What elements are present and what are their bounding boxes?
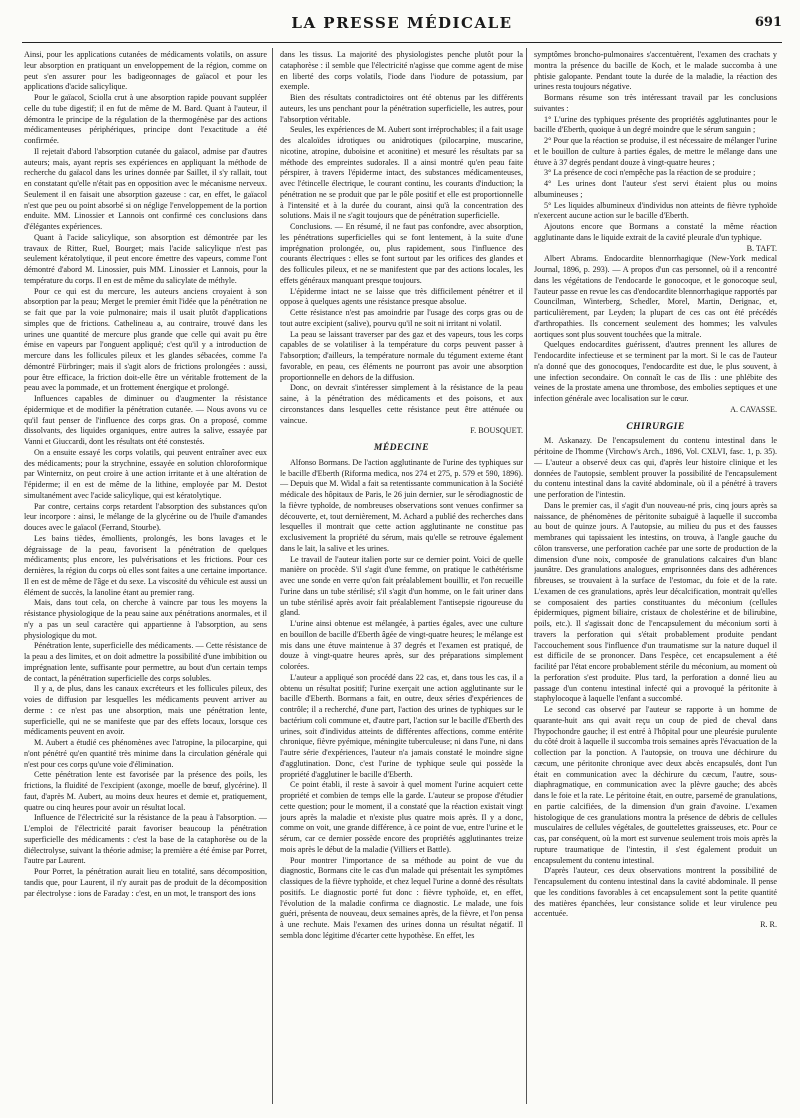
paragraph: Par contre, certains corps retardent l'absorption des substances qu'on leur incorpore : ainsi, le mélange de la glycérine ou de l'huile d'amandes douces avec le gaïacol (Ferrand, Stourbe). bbox=[24, 501, 267, 532]
column-divider bbox=[526, 48, 527, 1104]
section-heading-chirurgie: CHIRURGIE bbox=[626, 421, 685, 432]
journal-title: LA PRESSE MÉDICALE bbox=[291, 14, 513, 32]
paragraph: Bien des résultats contradictoires ont été obtenus par les différents auteurs, les uns penchant pour la pénétration superficielle, les autres, pour l'absorption véritable. bbox=[280, 93, 523, 124]
paragraph: Seules, les expériences de M. Aubert sont irréprochables; il a fait usage des alcaloïdes idrotiques ou anidrotiques (pilocarpine, muscarine, nicotine, atropine, duboisine et aconitine) et mesuré les résultats par sa méthode des empreintes sudorales. Il a ainsi montré qu'en peau faite pérspirer, à travers l'épiderme intact, des substances médicamenteuses, avec l'étincelle électrique, le courant continu, les courants d'induction; la pénétration ne se produit que par le pôle positif et elle est proportionnelle à l'intensité et à la durée du courant, ainsi qu'à la concentration des solutions. Mais il ne s'agit toujours que de pénétration superficielle. bbox=[280, 125, 523, 221]
header-rule bbox=[22, 42, 782, 43]
paragraph: Ainsi, pour les applications cutanées de médicaments volatils, on assure leur absorption en pratiquant un enveloppement de la région, comme on peut s'en assurer pour les badigeonnages de gaïacol et pour les applications d'acide salicylique. bbox=[24, 50, 267, 92]
column-2 bbox=[280, 50, 523, 1102]
paragraph: Pour ce qui est du mercure, les auteurs anciens croyaient à son absorption par la peau; Merget le premier émit l'idée que la pénétration ne se fait que par la voie pulmonaire; mais il usait plutôt d'applications simples que de frictions. Cathelineau a, au contraire, trouvé dans les urines une quantité de mercure plus grande que celle qui avait pu être émise en vapeurs par l'onguent appliqué; c'est qu'il y a introduction de mercure dans les follicules pileux et les glandes sébacées, comme l'a démontré Fürbringer; mais il s'agit alors de frictions prolongées : aussi, pour être efficace, la friction doit-elle être un véritable frottement de la peau avec la pommade, et un frottement énergique et prolongé. bbox=[24, 286, 267, 393]
paragraph: Ajoutons encore que Bormans a constaté la même réaction agglutinante dans le liquide extrait de la cavité pleurale d'un typhique. bbox=[534, 222, 777, 242]
paragraph: La peau se laissant traverser par des gaz et des vapeurs, tous les corps capables de se volatiliser à la température du corps peuvent passer à l'absorption; d'ailleurs, la température normale du tégument externe étant favorable, en peau, ces éléments ne pourront pas avoir une absorption proportionnelle en dehors de la diffusion. bbox=[280, 329, 523, 382]
paragraph: Cette résistance n'est pas amoindrie par l'usage des corps gras ou de tout autre excipient (salive), pourvu qu'il ne soit ni irritant ni volatil. bbox=[280, 308, 523, 328]
paragraph: Les bains tièdes, émollients, prolongés, les bons lavages et le dégraissage de la peau, favorisent la pénétration de quelques médicaments; plus encore, les pulvérisations et les frictions. Pour ces dernières, la région du corps où elles sont faites a une certaine importance. Il en est de même de l'âge et du sexe. La viscosité du véhicule est aussi un élément de succès, la lanoline étant au premier rang. bbox=[24, 533, 267, 597]
list-item: 2° Pour que la réaction se produise, il est nécessaire de mélanger l'urine et le bouillon de culture à parties égales, de mettre le mélange dans une étuve à 37 degrés pendant douze à vingt-quatre heures ; bbox=[534, 136, 777, 167]
paragraph: L'épiderme intact ne se laisse que très difficilement pénétrer et il oppose à quelques agents une résistance presque absolue. bbox=[280, 286, 523, 307]
paragraph: L'urine ainsi obtenue est mélangée, à parties égales, avec une culture en bouillon de bacille d'Eberth âgée de vingt-quatre heures; le mélange est mis dans une étuve maintenue à 37 degrés et l'examen est pratiqué, de douze à vingt-quatre heures après, sur des préparations simplement colorées. bbox=[280, 619, 523, 671]
paragraph: Influences capables de diminuer ou d'augmenter la résistance épidermique et de modifier la pénétration cutanée. — Nous avons vu ce qu'il faut penser de l'influence des corps gras. On a proposé, comme dissolvants, des liquides organiques, entre autres la salive, essayée par Vanni et Giuccardi, dont les résultats ont été constestés. bbox=[24, 394, 267, 446]
page-number: 691 bbox=[754, 15, 782, 30]
paragraph: Il rejetait d'abord l'absorption cutanée du gaïacol, admise par d'autres auteurs; mais, ayant repris ses expériences en appliquant la méthode de recherche du gaïacol dans les urines donnée par Saillet, il s'y rallait, tout en constatant qu'elle n'était pas en opposition avec le mécanisme nerveux. Seulement il en faisait une absorption gazeuse : car, en effet, le gaïacol n'est que peu ou point absorbé si on néglige l'enveloppement de la portion enduite. MM. Linossier et Lannois ont confirmé ces conclusions dans d'élégantes expériences. bbox=[24, 146, 267, 231]
column-1 bbox=[24, 50, 267, 1102]
paragraph: Le second cas observé par l'auteur se rapporte à un homme de quarante-huit ans qui avait reçu un coup de pied de cheval dans l'hypochondre gauche; il est entré à l'hôpital pour une pleurésie purulente du côté droit à laquelle il succomba trois semaines après l'évacuation de la collection par la ponction. A l'autopsie, on trouva une déchirure du cæcum, une péritonite chronique avec deux abcès encapsulés, dont l'un était en communication avec la déchirure du cæcum, l'autre, sous-diaphragmatique, en communication avec la plèvre gauche; des abcès dans le foie et la rate. Le péritoine était, en outre, parsemé de granulations, en partie calcifiées, de la dimension d'un grain d'avoine. L'examen histologique de ces granulations montra la présence de débris de cellules musculaires de cellules végétales, de gouttelettes graisseuses, etc. Pour ce cas, par conséquent, où la mort est survenue seulement trois mois après la rupture traumatique de l'intestin, il s'est également produit un encapsulement du contenu intestinal. bbox=[534, 705, 777, 865]
list-item: 1° L'urine des typhiques présente des propriétés agglutinantes pour le bacille d'Eberth, quoique à un degré moindre que le sérum sanguin ; bbox=[534, 114, 777, 135]
paragraph: M. Aubert a étudié ces phénomènes avec l'atropine, la pilocarpine, qui n'ont pénétré qu'en quantité très minime dans la circulation générale qui n'est pour ces corps qu'une voie d'élimination. bbox=[24, 738, 267, 769]
author-signature: A. CAVASSE. bbox=[730, 404, 777, 414]
list-item: 4° Les urines dont l'auteur s'est servi étaient plus ou moins albumineuses ; bbox=[534, 179, 777, 199]
paragraph: Dans le premier cas, il s'agit d'un nouveau-né pris, cinq jours après sa naissance, de phénomènes de péritonite subaiguë à laquelle il succomba au bout de quinze jours. A l'autopsie, au milieu du pus et des fausses membranes qui tapissaient les intestins, on trouva, à l'angle gauche du côlon transverse, une perforation cachée par une sorte de production de la dimension d'une noix, composée de granulations calcaires d'un blanc jaunâtre. Des granulations analogues, emprisonnées dans des adhérences fibreuses, se trouvaient à la surface de l'estomac, du foie et de la rate. L'examen de ces granulations, après leur décalcification, montrait qu'elles se composaient des parties constituantes du méconium (cellules épidermiques, pigment biliaire, cristaux de cholestérine et de bilirubine, poils, etc.). Il s'agissait donc de l'encapsulement du méconium sorti à travers la perforation qui s'était probablement produite pendant l'accouchement sous l'influence d'un traumatisme sur la nature duquel il est difficile de se prononcer. Dans l'espèce, cet encapsulement a été facilité par l'état encore probablement stérile du méconium, au moment où la perforation s'est produite. Plus tard, la perforation a donné lieu au passage d'un contenu intestinal infecté qui a provoqué la péritonite à staphylocoque à laquelle l'enfant a succombé. bbox=[534, 500, 777, 704]
section-heading-medecine: MÉDECINE bbox=[373, 443, 430, 453]
paragraph: Mais, dans tout cela, on cherche à vaincre par tous les moyens la résistance physiologique de la peau saine aux pénétrations anormales, et il n'y a pas un seul caractère qui appartienne à l'absorption, au sens physiologique du mot. bbox=[24, 598, 267, 640]
author-signature: R. R. bbox=[760, 920, 777, 929]
column-3 bbox=[534, 50, 777, 1102]
paragraph: symptômes broncho-pulmonaires s'accentuèrent, l'examen des crachats y montra la présence du bacille de Koch, et le malade succomba à une phtisie galopante. Pendant toute la durée de la maladie, la réaction des urines resta toujours négative. bbox=[534, 50, 777, 92]
paragraph: Quant à l'acide salicylique, son absorption est démontrée par les travaux de Ritter, Ruel, Bourget; mais l'acide salicylique n'est pas seulement kératolytique, il peut encore émettre des vapeurs, comme l'ont démontré d'abord M. Linossier, puis MM. Linossier et Lannois, pour la température du corps. Il en est de même du salicylate de méthyle. bbox=[24, 232, 267, 285]
paragraph: Cette pénétration lente est favorisée par la présence des poils, les frictions, la fluidité de l'excipient (axonge, moelle de bœuf, glycérine). Il faut, d'après M. Aubert, au moins deux heures et demie et, pratiquement, quatre ou cinq heures pour avoir un résultat local. bbox=[24, 770, 267, 812]
list-item: 3° La présence de coci n'empêche pas la réaction de se produire ; bbox=[544, 168, 756, 178]
paragraph: L'auteur a appliqué son procédé dans 22 cas, et, dans tous les cas, il a obtenu un résultat positif; l'urine exerçait une action agglutinante sur le bacille d'Eberth. Bormans a fait, en outre, deux séries d'expériences de contrôle; il a recherché, d'une part, l'action des urines de typhiques sur le bactérium coli commune et, d'autre part, l'action sur le bacille d'Eberth des urines, soit d'individus atteints de différentes affections, comme entérite chronique, fièvre pyémique, méningite tuberculeuse; ni dans l'une, ni dans l'autre série d'expériences, l'auteur n'a jamais constaté le moindre signe d'agglutination. Donc, c'est l'urine de typhique seule qui possède la propriété d'agglutiner le bacille d'Eberth. bbox=[280, 672, 523, 779]
author-signature: B. TAFT. bbox=[746, 243, 777, 253]
author-signature: F. BOUSQUET. bbox=[470, 426, 523, 436]
paragraph: Le travail de l'auteur italien porte sur ce dernier point. Voici de quelle manière on procède. S'il s'agit d'une femme, on pratique le cathétérisme avec une sonde en verre qu'on fait préalablement bouillir, et l'on recueille l'urine dans un tube stérilisé; s'il s'agit d'un homme, on le fait uriner dans un tube stérilisé après avoir fait préalablement l'antisepsie rigoureuse du gland. bbox=[280, 554, 523, 618]
paragraph: dans les tissus. La majorité des physiologistes penche plutôt pour la cataphorèse : il semble que l'électricité n'agisse que comme agent de mise en liberté des corps volatils, l'iode dans l'iodure de potassium, par exemple. bbox=[280, 50, 523, 92]
column-divider bbox=[272, 48, 273, 1104]
paragraph: Quelques endocardites guérissent, d'autres prennent les allures de l'endocardite infectieuse et se terminent par la mort. Si le cas de l'auteur n'a donné que des gonocoques, l'endocardite est due, le plus souvent, à une infection secondaire. On connaît le cas de Ilis : une phlébite des veines de la prostate amena une thrombose, des embolies septiques et une infection générale avec localisation sur le cœur. bbox=[534, 340, 777, 403]
paragraph: Conclusions. — En résumé, il ne faut pas confondre, avec absorption, les pénétrations superficielles qui se font lentement, à la suite d'une imprégnation prolongée, ou, plus rapidement, sous l'influence des courants électriques : elles se font surtout par les orifices des glandes et des follicules pileux, et ne se manifestent que par des actions locales, les effets généraux manquant presque toujours. bbox=[280, 222, 523, 285]
page-header bbox=[22, 14, 782, 34]
paragraph: Ce point établi, il reste à savoir à quel moment l'urine acquiert cette propriété et combien de temps elle la garde. L'auteur se propose d'étudier cette question; pour le moment, il a constaté que la réaction existait vingt jours après la maladie et n'existe plus quatre mois après. Il y a donc, comme on voit, une grande différence, à ce point de vue, entre l'urine et le sérum, car ce dernier possède encore des propriétés agglutinantes treize mois après le début de la maladie (Villiers et Battle). bbox=[280, 780, 523, 854]
paragraph: D'après l'auteur, ces deux observations montrent la possibilité de l'encapsulement du contenu intestinal dans la cavité abdominale. Il pense que les conditions favorables à cet encapsulement sont la petite quantité des matières épanchées, leur consistance solide et leur virulence peu accentuée. bbox=[534, 866, 777, 919]
paragraph: Pénétration lente, superficielle des médicaments. — Cette résistance de la peau a des limites, et on doit admettre la possibilité d'une imbibition ou imprégnation lente, suffisante pour permettre, au bout d'un certain temps de contact, la pénétration superficielle des corps solubles. bbox=[24, 641, 267, 683]
article-heading: M. Askanazy. De l'encapsulement du contenu intestinal dans le péritoine de l'homme (Virchow's Arch., 1896, Vol. CXLVI, fasc. 1, p. 35). — L'auteur a observé deux cas qui, d'après leur histoire clinique et les données de l'autopsie, semblent prouver la possibilité de l'encapsulement du contenu intestinal dans la cavité abdominale, où il a pénétré à travers une perforation de l'intestin. bbox=[534, 436, 777, 499]
paragraph: Il y a, de plus, dans les canaux excréteurs et les follicules pileux, des voies de diffusion par lesquelles les médicaments peuvent arriver au derme : ce n'est pas une absorption, mais une pénétration lente, superficielle, qui ne se manifeste que par des effets locaux, lorsque ces médicaments peuvent en avoir. bbox=[24, 684, 267, 737]
paragraph: Donc, on devrait s'intéresser simplement à la résistance de la peau saine, à la pénétration des médicaments et des poisons, et aux circonstances dans lesquelles cette résistance peut être atténuée ou vaincue. bbox=[280, 383, 523, 425]
paragraph: Pour montrer l'importance de sa méthode au point de vue du diagnostic, Bormans cite le cas d'un malade qui présentait les symptômes classiques de la fièvre typhoïde, et chez lequel l'urine a donné des résultats positifs. Le diagnostic porté fut donc : fièvre typhoïde, et, en effet, l'évolution de la maladie confirma ce diagnostic. Le malade, une fois guéri, présenta de nouveau, deux semaines après, de la fièvre, et l'on pensa à une rechute. Mais l'examen des urines donna un résultat négatif. Il sembla donc légitime d'écarter cette hypothèse. En effet, les bbox=[280, 855, 523, 940]
paragraph: Pour Porret, la pénétration aurait lieu en totalité, sans décomposition, tandis que, pour Laurent, il n'y aurait pas de produit de la décomposition par électrolyse : ions de Faraday : c'est, en un mot, le transport des ions bbox=[24, 867, 267, 898]
paragraph: Bormans résume son très intéressant travail par les conclusions suivantes : bbox=[534, 93, 777, 113]
article-heading: Albert Abrams. Endocardite blennorrhagique (New-York medical Journal, 1896, p. 293). — A propos d'un cas personnel, où il a rencontré dans les végétations de l'endocarde le gonocoque, et le gonocoque seul, l'auteur passe en revue les cas d'endocardite blennorrhagique rapportés par Councilman, Winterberg, Schedler, Morel, Martin, Derignac, et, particulièrement, par Leyden; la plupart de ces cas ont été précédés d'arthropathies. Ils concernent seulement des hommes; les valvules aortiques sont plus souvent touchées que la mitrale. bbox=[534, 254, 777, 339]
paragraph: Pour le gaïacol, Sciolla crut à une absorption rapide pouvant suppléer celle du tube digestif; il en fut de même de M. Bard. Quant à l'auteur, il démontra le principe de la régulation de la thermogénèse par des actions médicamenteuses périphériques, principe dont l'exactitude a été confirmée. bbox=[24, 93, 267, 145]
article-heading: Alfonso Bormans. De l'action agglutinante de l'urine des typhiques sur le bacille d'Eberth (Riforma medica, nos 274 et 275, p. 579 et 590, 1896). — Depuis que M. Widal a fait sa retentissante communication à la Société médicale des hôpitaux de Paris, le 26 juin dernier, sur le sérodiagnostic de la fièvre typhoïde, de nombreuses observations sont venues confirmer sa découverte, et, tout dernièrement, M. Achard a publié des recherches dans lesquelles il montrait que cette action agglutinante ne constitue pas exclusivement la propriété du sérum, mais qu'elle se retrouve également dans le lait, la salive et les urines. bbox=[280, 457, 523, 553]
paragraph: Influence de l'électricité sur la résistance de la peau à l'absorption. — L'emploi de l'électricité parait favoriser beaucoup la pénétration superficielle des médicaments : c'est la base de la cataphorèse ou de la diélectrolyse, suivant la théorie admise; la première a été émise par Porret, l'autre par Laurent. bbox=[24, 813, 267, 866]
paragraph: On a ensuite essayé les corps volatils, qui peuvent entraîner avec eux des médicaments; pour la strychnine, essayée en solution chloroformique par Winternitz, on peut croire à une action irritante et à une altération de l'épiderme; il en est de même de la lithine, employée par M. Destot simultanément avec l'acide salicylique, qui est kératolytique. bbox=[24, 447, 267, 500]
list-item: 5° Les liquides albumineux d'individus non atteints de fièvre typhoïde n'exercent aucune action sur le bacille d'Eberth. bbox=[534, 200, 777, 221]
